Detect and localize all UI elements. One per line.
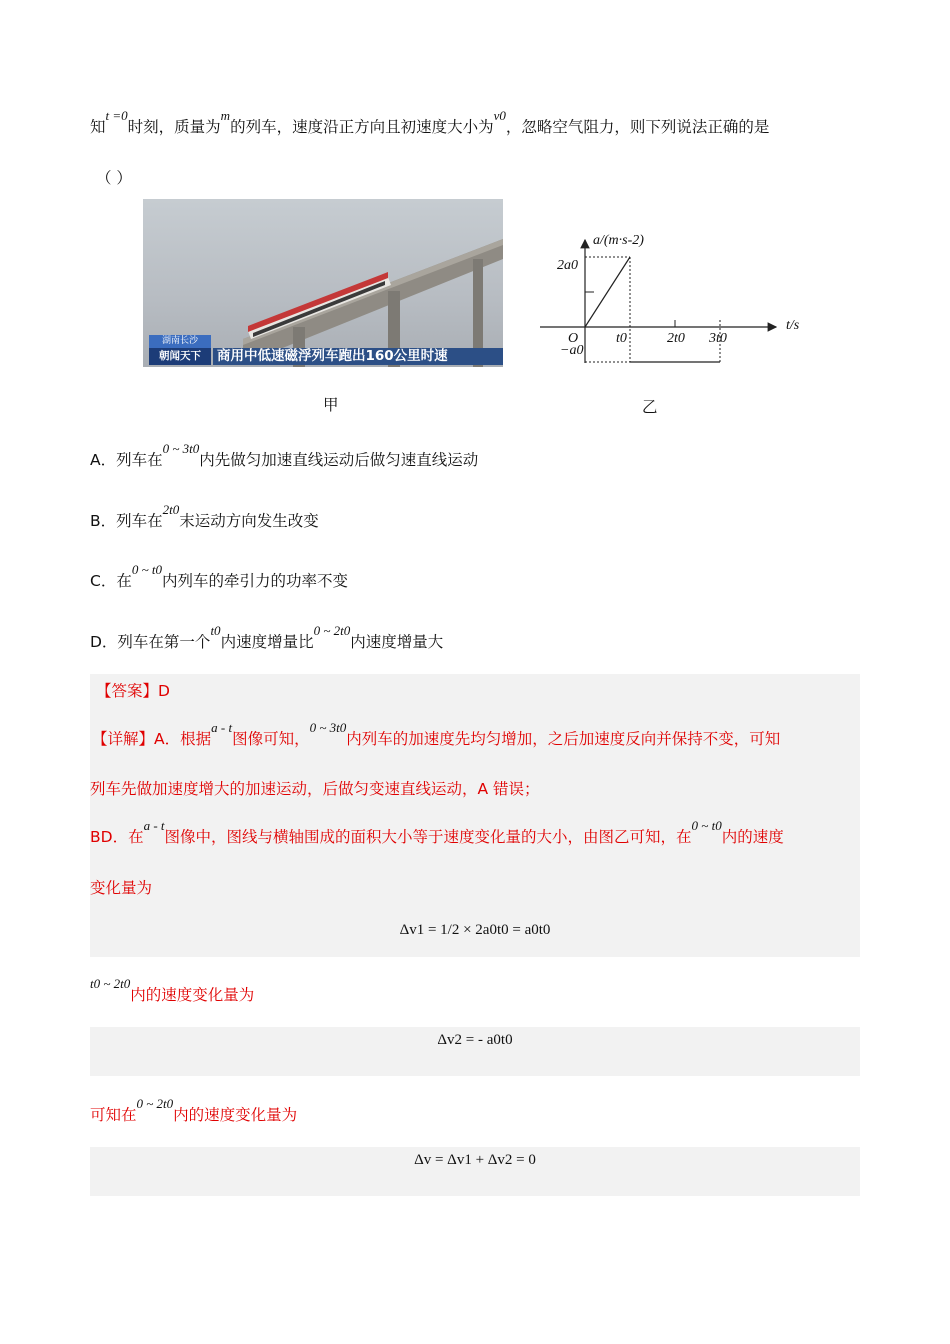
intro-prefix: 知 [90,118,106,136]
option-d [90,623,444,652]
t-range2-math: t0 ~ 2t0 [90,976,131,991]
photo-caption: 商用中低速磁浮列车跑出160公里时速 [213,348,503,365]
option-a-prefix: A．列车在 [90,451,163,469]
option-d-prefix: D．列车在第一个 [90,633,211,651]
detail-bd-mid: 图像中，图线与横轴围成的面积大小等于速度变化量的大小，由图乙可知，在 [164,828,692,846]
maglev-photo [143,199,503,367]
graph-xtick-t0: t0 [616,331,627,346]
detail-a-line2: 列车先做加速度增大的加速运动，后做匀变速直线运动，A 错误； [90,780,540,798]
option-c-prefix: C．在 [90,572,132,590]
figure-label-jia: 甲 [323,396,339,414]
option-b-prefix: B．列车在 [90,512,163,530]
solution-block-1 [90,674,860,957]
detail-bd-line2: 变化量为 [90,879,153,897]
option-b [90,502,319,531]
kz-prefix: 可知在 [90,1106,137,1124]
equation-1: Δv1 = 1/2 × 2a0t0 = a0t0 [399,922,551,938]
graph-x-label: t/s [786,318,800,333]
detail-a-at: a - t [211,720,233,735]
option-c-math: 0 ~ t0 [131,562,162,577]
v0-symbol: v0 [493,108,506,123]
t-eq-zero: t =0 [105,108,128,123]
intro-suffix: ，忽略空气阻力，则下列说法正确的是 [505,118,770,136]
equation-3: Δv = Δv1 + Δv2 = 0 [414,1152,536,1168]
option-c [90,562,348,591]
option-d-math1: t0 [210,623,221,638]
option-a-suffix: 内先做匀加速直线运动后做匀速直线运动 [199,451,479,469]
option-d-math2: 0 ~ 2t0 [313,623,351,638]
detail-a-mid: 图像可知， [232,730,310,748]
detail-bd-at: a - t [143,818,165,833]
option-a [90,441,479,470]
photo-channel: 朝闻天下 [159,350,201,362]
option-a-math: 0 ~ 3t0 [162,441,200,456]
detail-bd-line1 [90,818,784,847]
kz-line [90,1096,298,1125]
option-d-mid: 内速度增量比 [220,633,314,651]
detail-a-range: 0 ~ 3t0 [309,720,347,735]
graph-y-label: a/(m·s-2) [593,233,644,248]
news-logo [149,335,211,365]
option-d-suffix: 内速度增量大 [350,633,444,651]
t-range2-line [90,976,255,1005]
detail-bd-prefix: BD．在 [90,828,144,846]
detail-a-line1 [92,720,781,749]
answer-bracket: （ ） [96,169,132,187]
figure-label-yi: 乙 [642,398,658,416]
detail-a-prefix: 【详解】A．根据 [92,730,212,748]
graph-xtick-3t0: 3t0 [709,331,727,346]
intro-mid1: 时刻，质量为 [127,118,221,136]
intro-mid2: 的列车，速度沿正方向且初速度大小为 [230,118,494,136]
detail-bd-suffix: 内的速度 [721,828,784,846]
option-c-suffix: 内列车的牵引力的功率不变 [161,572,348,590]
kz-range: 0 ~ 2t0 [136,1096,174,1111]
t-range2-suffix: 内的速度变化量为 [130,986,255,1004]
answer-line: 【答案】D [96,682,170,700]
kz-suffix: 内的速度变化量为 [173,1106,298,1124]
equation-2: Δv2 = - a0t0 [437,1032,513,1048]
detail-bd-range: 0 ~ t0 [691,818,722,833]
question-intro [90,108,770,137]
graph-origin: O [568,331,579,346]
mass-symbol: m [220,108,231,123]
graph-ytick-neg-a0: −a0 [560,343,584,358]
detail-a-suffix: 内列车的加速度先均匀增加，之后加速度反向并保持不变，可知 [346,730,781,748]
option-b-suffix: 末运动方向发生改变 [179,512,319,530]
graph-xtick-2t0: 2t0 [667,331,685,346]
graph-ytick-2a0: 2a0 [557,258,578,273]
option-b-math: 2t0 [162,502,180,517]
photo-location: 湖南长沙 [149,335,211,348]
